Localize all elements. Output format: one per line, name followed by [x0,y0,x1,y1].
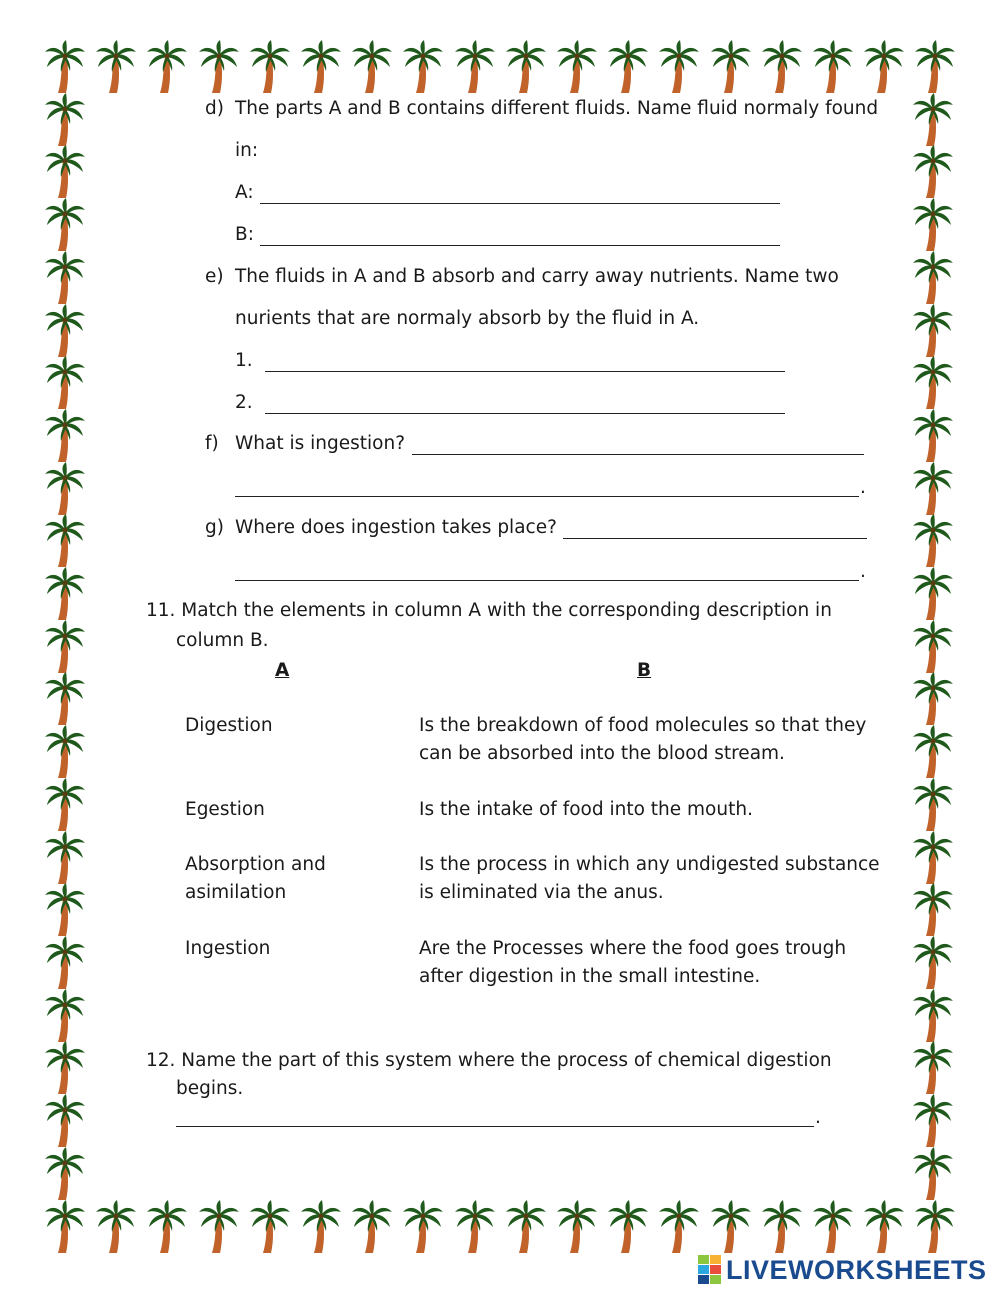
palm-tree-icon [44,198,86,252]
q10d-letter: d) [205,98,224,119]
palm-tree-icon [812,1200,854,1254]
q12-end-mark: . [815,1107,821,1128]
q11-text-line2: column B. [176,630,269,651]
palm-tree-icon [863,40,905,94]
palm-tree-icon [44,936,86,990]
liveworksheets-logo-icon [698,1255,722,1285]
palm-tree-icon [44,883,86,937]
q10e-item1-answer-line[interactable] [265,371,785,372]
match-description-2[interactable]: Is the intake of food into the mouth. [419,799,753,820]
palm-tree-icon [556,1200,598,1254]
palm-tree-icon [95,1200,137,1254]
q10e-item1-label: 1. [235,350,253,371]
q10e-item2-answer-line[interactable] [265,413,785,414]
palm-tree-icon [44,567,86,621]
palm-tree-icon [44,304,86,358]
q10d-text-line1: The parts A and B contains different fluids. Name fluid normaly found [235,98,879,119]
liveworksheets-logo[interactable] [698,1254,987,1286]
palm-tree-icon [912,936,954,990]
match-description-4[interactable]: Are the Processes where the food goes trough after digestion in the small intestine. [419,938,847,987]
palm-tree-icon [44,1094,86,1148]
column-a-header: A [275,660,290,681]
palm-tree-icon [912,93,954,147]
palm-tree-icon [198,40,240,94]
q10f-text: What is ingestion? [235,433,406,454]
palm-tree-icon [912,1094,954,1148]
q10f-letter: f) [205,433,219,454]
q10d-a-label: A: [235,182,254,203]
palm-tree-icon [402,1200,444,1254]
q10f-answer-line-1[interactable] [412,454,864,455]
palm-tree-icon [300,1200,342,1254]
palm-tree-icon [44,251,86,305]
palm-tree-icon [912,145,954,199]
liveworksheets-logo-text: LIVEWORKSHEETS [726,1254,987,1285]
palm-tree-icon [44,672,86,726]
palm-tree-icon [912,620,954,674]
q10f-answer-line-2[interactable] [235,496,859,497]
palm-tree-icon [146,1200,188,1254]
palm-tree-icon [912,831,954,885]
palm-tree-icon [44,514,86,568]
palm-tree-icon [912,198,954,252]
palm-tree-icon [863,1200,905,1254]
palm-tree-icon [44,1200,86,1254]
palm-tree-icon [44,989,86,1043]
palm-tree-icon [912,304,954,358]
palm-tree-icon [44,1147,86,1201]
match-term-1[interactable]: Digestion [185,715,273,736]
q12-answer-line[interactable] [176,1126,814,1127]
palm-tree-icon [44,93,86,147]
palm-tree-icon [44,145,86,199]
palm-tree-icon [912,567,954,621]
q10e-item2-label: 2. [235,392,253,413]
q10e-letter: e) [205,266,224,287]
palm-tree-icon [658,1200,700,1254]
palm-tree-icon [912,251,954,305]
palm-tree-icon [761,40,803,94]
q10g-end-mark: . [860,561,866,582]
palm-tree-icon [912,778,954,832]
palm-tree-icon [44,462,86,516]
q12-text-line1: 12. Name the part of this system where the process of chemical digestion [146,1050,832,1071]
palm-tree-icon [556,40,598,94]
q10g-answer-line-2[interactable] [235,580,859,581]
palm-tree-icon [454,40,496,94]
palm-tree-icon [914,1200,956,1254]
palm-tree-icon [44,725,86,779]
palm-tree-icon [146,40,188,94]
q10e-text-line1: The fluids in A and B absorb and carry away nutrients. Name two [235,266,839,287]
palm-tree-icon [912,1147,954,1201]
palm-tree-icon [812,40,854,94]
palm-tree-icon [454,1200,496,1254]
palm-tree-icon [351,1200,393,1254]
palm-tree-icon [300,40,342,94]
palm-tree-icon [710,1200,752,1254]
match-term-3[interactable]: Absorption and asimilation [185,854,326,903]
palm-tree-icon [249,40,291,94]
palm-tree-icon [914,40,956,94]
palm-tree-icon [912,725,954,779]
palm-tree-icon [658,40,700,94]
palm-tree-icon [607,40,649,94]
palm-tree-icon [912,462,954,516]
q10d-a-answer-line[interactable] [260,203,780,204]
palm-tree-icon [44,409,86,463]
match-description-1[interactable]: Is the breakdown of food molecules so that they can be absorbed into the blood stream. [419,715,867,764]
q10d-text-line2: in: [235,140,259,161]
palm-tree-icon [912,514,954,568]
palm-tree-icon [607,1200,649,1254]
palm-tree-icon [402,40,444,94]
palm-tree-icon [44,1041,86,1095]
q10g-text: Where does ingestion takes place? [235,517,557,538]
match-term-4[interactable]: Ingestion [185,938,271,959]
match-term-2[interactable]: Egestion [185,799,265,820]
q10g-answer-line-1[interactable] [563,538,867,539]
palm-tree-icon [505,1200,547,1254]
q10g-letter: g) [205,517,224,538]
q10d-b-answer-line[interactable] [260,245,780,246]
palm-tree-icon [44,356,86,410]
match-description-3[interactable]: Is the process in which any undigested substance is eliminated via the anus. [419,854,880,903]
column-b-header: B [637,660,652,681]
palm-tree-icon [44,831,86,885]
palm-tree-icon [912,672,954,726]
palm-tree-icon [912,356,954,410]
q10f-end-mark: . [860,477,866,498]
palm-tree-icon [710,40,752,94]
palm-tree-icon [351,40,393,94]
palm-tree-icon [912,989,954,1043]
palm-tree-icon [44,778,86,832]
palm-tree-icon [44,40,86,94]
palm-tree-icon [44,620,86,674]
q11-text-line1: 11. Match the elements in column A with the corresponding description in [146,600,832,621]
q10e-text-line2: nurients that are normaly absorb by the fluid in A. [235,308,700,329]
palm-tree-icon [95,40,137,94]
palm-tree-icon [761,1200,803,1254]
palm-tree-icon [249,1200,291,1254]
palm-tree-icon [912,883,954,937]
q12-text-line2: begins. [176,1078,244,1099]
palm-tree-icon [912,409,954,463]
palm-tree-icon [505,40,547,94]
palm-tree-icon [912,1041,954,1095]
q10d-b-label: B: [235,224,254,245]
palm-tree-icon [198,1200,240,1254]
